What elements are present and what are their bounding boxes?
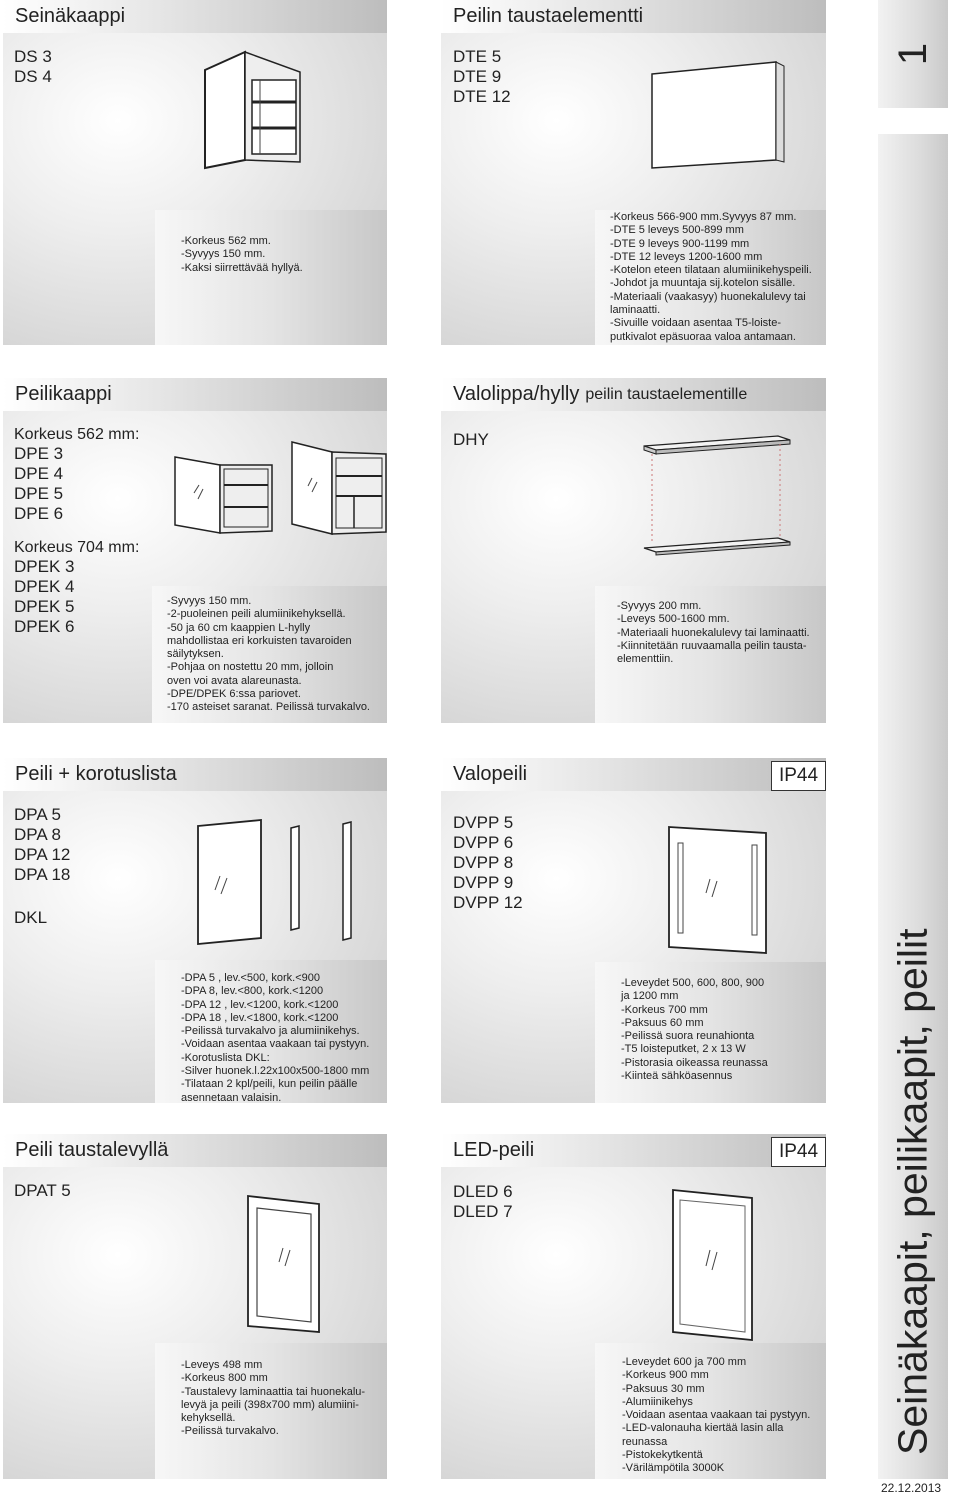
desc-line: kehyksellä. <box>181 1412 236 1425</box>
product-code: DVPP 8 <box>453 853 514 872</box>
peili-korotuslista-codes <box>14 805 70 885</box>
taustaelementti-title: Peilin taustaelementti <box>441 0 826 33</box>
product-code: DVPP 9 <box>453 873 514 892</box>
product-code: DPEK 5 <box>14 597 75 616</box>
desc-line: mahdollistaa eri korkuisten tavaroiden <box>167 634 352 647</box>
desc-line: -Peilissä suora reunahionta <box>621 1030 755 1043</box>
peili-korotuslista-title: Peili + korotuslista <box>3 758 387 791</box>
desc-line: -DPA 18 , lev.<1800, kork.<1200 <box>181 1011 339 1024</box>
led-peili-title: LED-peili <box>441 1134 826 1167</box>
desc-line: -DPA 8, lev.<800, kork.<1200 <box>181 985 324 998</box>
seinakaappi-codes <box>14 47 52 87</box>
desc-line: -DTE 5 leveys 500-899 mm <box>610 224 744 237</box>
valopeili-desc <box>621 977 768 1083</box>
desc-line: -LED-valonauha kiertää lasin alla <box>622 1422 784 1435</box>
product-code: DTE 5 <box>453 47 502 66</box>
desc-line: -DPA 5 , lev.<500, kork.<900 <box>181 972 321 984</box>
product-code: DPEK 6 <box>14 617 75 636</box>
product-code: DPE 5 <box>14 484 64 503</box>
desc-line: -Korkeus 900 mm <box>622 1369 709 1382</box>
product-code: DLED 6 <box>453 1182 513 1201</box>
desc-line: asennetaan valaisin. <box>181 1091 282 1104</box>
desc-line: -Voidaan asentaa vaakaan tai pystyyn. <box>622 1409 811 1422</box>
product-code: DPA 8 <box>14 825 61 844</box>
page-number: 1 <box>890 42 935 66</box>
desc-line: -Kiinteä sähköasennus <box>621 1070 733 1083</box>
product-code: DPE 6 <box>14 504 64 523</box>
peilikaappi-heading-704: Korkeus 704 mm: <box>14 539 140 556</box>
desc-line: -2-puoleinen peili alumiinikehyksellä. <box>167 608 346 621</box>
desc-line: -Paksuus 30 mm <box>622 1382 705 1395</box>
desc-line: -50 ja 60 cm kaappien L-hylly <box>167 621 311 634</box>
mirror-cabinet-illustration-2 <box>290 440 390 540</box>
desc-line: -DPE/DPEK 6:ssa pariovet. <box>167 688 301 701</box>
desc-line: -Värilämpötila 3000K <box>622 1462 725 1475</box>
product-code: DVPP 12 <box>453 893 523 912</box>
desc-line: -DPA 12 , lev.<1200, kork.<1200 <box>181 998 339 1011</box>
desc-line: ja 1200 mm <box>621 990 679 1003</box>
desc-line: -Korkeus 566-900 mm.Syvyys 87 mm. <box>610 211 797 223</box>
desc-line: -Syvyys 200 mm. <box>617 600 702 612</box>
valolippa-title-small: peilin taustaelementille <box>585 385 748 403</box>
peilikaappi-desc <box>167 595 370 715</box>
product-code: DTE 9 <box>453 67 502 86</box>
desc-line: -Korkeus 800 mm <box>181 1372 268 1385</box>
mirror-with-strip-illustration <box>195 818 365 948</box>
taustaelementti-codes <box>453 47 511 107</box>
valopeili-codes <box>453 813 523 913</box>
desc-line: -DTE 9 leveys 900-1199 mm <box>610 237 750 250</box>
desc-line: -Pistorasia oikeassa reunassa <box>621 1056 768 1069</box>
desc-line: -Peilissä turvakalvo. <box>181 1425 279 1438</box>
product-code: DPA 5 <box>14 805 61 824</box>
desc-line: -Syvyys 150 mm. <box>167 595 252 607</box>
product-code: DPE 4 <box>14 464 64 483</box>
desc-line: levyä ja peili (398x700 mm) alumiini- <box>181 1398 359 1411</box>
valolippa-title-main: Valolippa/hylly <box>453 383 580 405</box>
desc-line: -Silver huonek.l.22x100x500-1800 mm <box>181 1065 370 1078</box>
light-shelf-illustration <box>640 432 795 557</box>
desc-line: -Pohjaa on nostettu 20 mm, jolloin <box>167 661 334 674</box>
desc-line: -Leveys 500-1600 mm. <box>617 613 730 626</box>
desc-line: -Leveydet 500, 600, 800, 900 <box>621 977 765 989</box>
desc-line: -Materiaali huonekalulevy tai laminaatti. <box>617 626 810 639</box>
desc-line: -Korkeus 700 mm <box>621 1003 708 1016</box>
product-code: DVPP 5 <box>453 813 514 832</box>
desc-line: -Korkeus 562 mm. <box>181 235 271 247</box>
product-code: DKL <box>14 908 48 927</box>
valolippa-desc <box>617 600 810 666</box>
desc-line: -Leveydet 600 ja 700 mm <box>622 1356 747 1368</box>
product-code: DTE 12 <box>453 87 511 106</box>
desc-line: -Pistokekytkentä <box>622 1449 703 1462</box>
peili-korotuslista-desc <box>181 972 369 1105</box>
product-code: DLED 7 <box>453 1202 513 1221</box>
desc-line: -Kiinnitetään ruuvaamalla peilin tausta- <box>617 639 807 652</box>
taustaelementti-desc <box>610 211 812 344</box>
desc-line: -Taustalevy laminaattia tai huonekalu- <box>181 1385 366 1398</box>
valopeili-ip-rating: IP44 <box>771 761 826 791</box>
back-element-illustration <box>648 60 788 170</box>
product-code: DS 4 <box>14 67 52 86</box>
peilikaappi-codes-704 <box>14 557 74 637</box>
valolippa-codes <box>453 430 489 450</box>
product-code: DHY <box>453 430 489 449</box>
product-code: DPEK 4 <box>14 577 75 596</box>
peilikaappi-heading-562: Korkeus 562 mm: <box>14 426 140 443</box>
desc-line: -Voidaan asentaa vaakaan tai pystyyn. <box>181 1038 370 1051</box>
desc-line: oven voi avata alareunasta. <box>167 674 302 687</box>
product-code: DPAT 5 <box>14 1181 71 1200</box>
peilikaappi-codes-562 <box>14 444 63 524</box>
side-title: Seinäkaapit, peilikaapit, peilit <box>889 928 936 1455</box>
product-code: DVPP 6 <box>453 833 514 852</box>
desc-line: -Leveys 498 mm <box>181 1359 263 1371</box>
led-peili-ip-rating: IP44 <box>771 1137 826 1167</box>
mirror-cabinet-illustration-1 <box>172 455 277 535</box>
wall-cabinet-illustration <box>200 50 320 170</box>
valopeili-title: Valopeili <box>441 758 826 791</box>
product-code: DPA 18 <box>14 865 71 884</box>
desc-line: elementtiin. <box>617 653 674 666</box>
desc-line: -Sivuille voidaan asentaa T5-loiste- <box>610 317 781 330</box>
led-peili-desc <box>622 1356 810 1476</box>
desc-line: -Paksuus 60 mm <box>621 1016 704 1029</box>
peili-taustalevy-codes <box>14 1181 71 1201</box>
light-mirror-illustration <box>666 823 776 958</box>
seinakaappi-desc-box <box>155 210 387 345</box>
desc-line: -Kotelon eteen tilataan alumiinikehyspeili. <box>610 264 812 277</box>
led-mirror-illustration <box>670 1186 760 1346</box>
peili-taustalevy-desc <box>181 1359 365 1439</box>
desc-line: -Kaksi siirrettävää hyllyä. <box>181 261 303 274</box>
desc-line: -Syvyys 150 mm. <box>181 248 266 261</box>
desc-line: -170 asteiset saranat. Peilissä turvakalvo. <box>167 701 370 714</box>
desc-line: reunassa <box>622 1435 668 1448</box>
product-code: DPA 12 <box>14 845 71 864</box>
seinakaappi-desc <box>181 235 303 275</box>
desc-line: -Johdot ja muuntaja sij.kotelon sisälle. <box>610 277 796 290</box>
desc-line: -Peilissä turvakalvo ja alumiinikehys. <box>181 1025 360 1038</box>
desc-line: -Alumiinikehys <box>622 1395 693 1408</box>
product-code: DS 3 <box>14 47 52 66</box>
peili-taustalevy-title: Peili taustalevyllä <box>3 1134 387 1167</box>
page-tab <box>878 0 948 108</box>
desc-line: putkivalot epäsuoraa valoa antamaan. <box>610 330 796 343</box>
date: 22.12.2013 <box>881 1481 942 1495</box>
desc-line: -DTE 12 leveys 1200-1600 mm <box>610 250 763 263</box>
desc-line: -Tilataan 2 kpl/peili, kun peilin päälle <box>181 1078 358 1091</box>
desc-line: -Korotuslista DKL: <box>181 1051 270 1064</box>
led-peili-codes <box>453 1182 513 1222</box>
desc-line: laminaatti. <box>610 304 661 317</box>
product-code: DPE 3 <box>14 444 64 463</box>
product-code: DPEK 3 <box>14 557 75 576</box>
desc-line: säilytyksen. <box>167 648 224 661</box>
valolippa-title <box>441 378 826 411</box>
seinakaappi-title: Seinäkaappi <box>3 0 387 33</box>
peili-korotuslista-code-dkl <box>14 908 47 928</box>
peilikaappi-title: Peilikaappi <box>3 378 387 411</box>
mirror-backboard-illustration <box>245 1192 325 1337</box>
desc-line: -Materiaali (vaakasyy) huonekalulevy tai <box>610 290 806 303</box>
desc-line: -T5 loisteputket, 2 x 13 W <box>621 1043 746 1056</box>
